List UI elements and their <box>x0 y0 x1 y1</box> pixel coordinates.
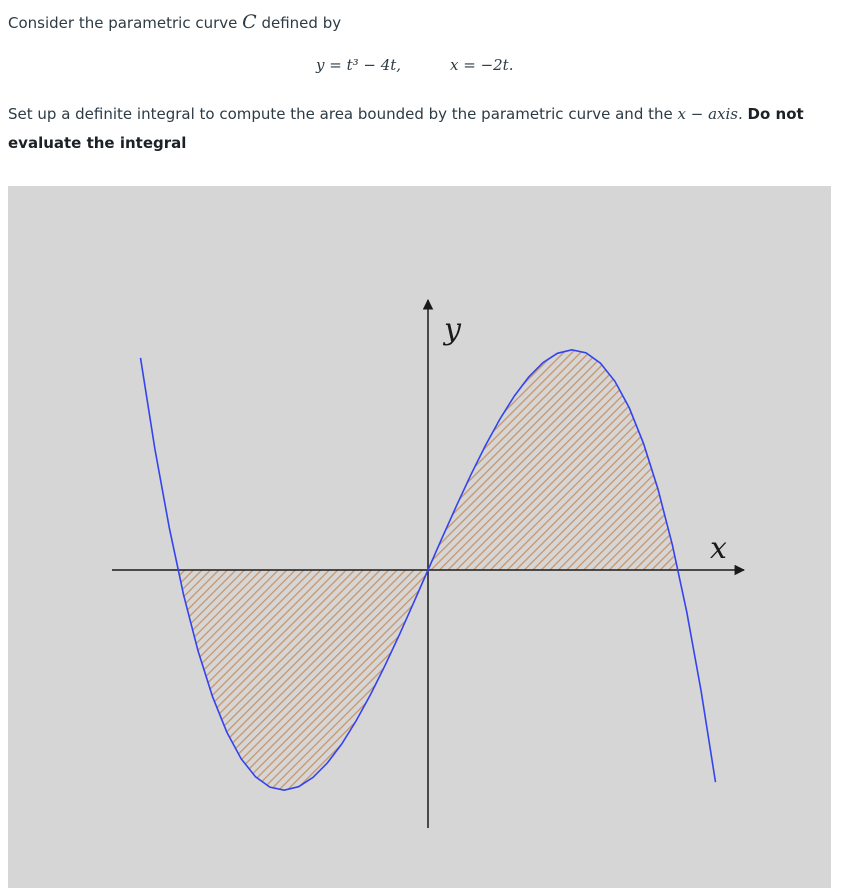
intro-text: Consider the parametric curve <box>8 14 243 32</box>
y-axis-label: y <box>444 312 461 347</box>
equation-y: y = t³ − 4t, <box>316 56 402 74</box>
question-body: Set up a definite integral to compute the area bounded by the parametric curve and the <box>8 105 678 123</box>
graph-figure <box>8 186 831 888</box>
equation-x: x = −2t. <box>450 56 514 74</box>
intro-suffix: defined by <box>256 14 342 32</box>
intro-sentence <box>8 12 341 33</box>
shaded-region-left <box>178 570 428 790</box>
shaded-region-right <box>428 350 678 570</box>
axis-dash: − <box>685 105 709 123</box>
x-axis-label: x <box>710 531 727 566</box>
emphasis-instruction: Do not evaluate the integral <box>8 105 804 152</box>
axis-variable: x <box>677 105 686 123</box>
graph-svg <box>8 186 831 888</box>
parametric-equations <box>0 56 863 80</box>
axis-word: axis. <box>708 105 743 123</box>
curve-symbol: C <box>242 11 257 33</box>
question-text <box>8 100 848 158</box>
